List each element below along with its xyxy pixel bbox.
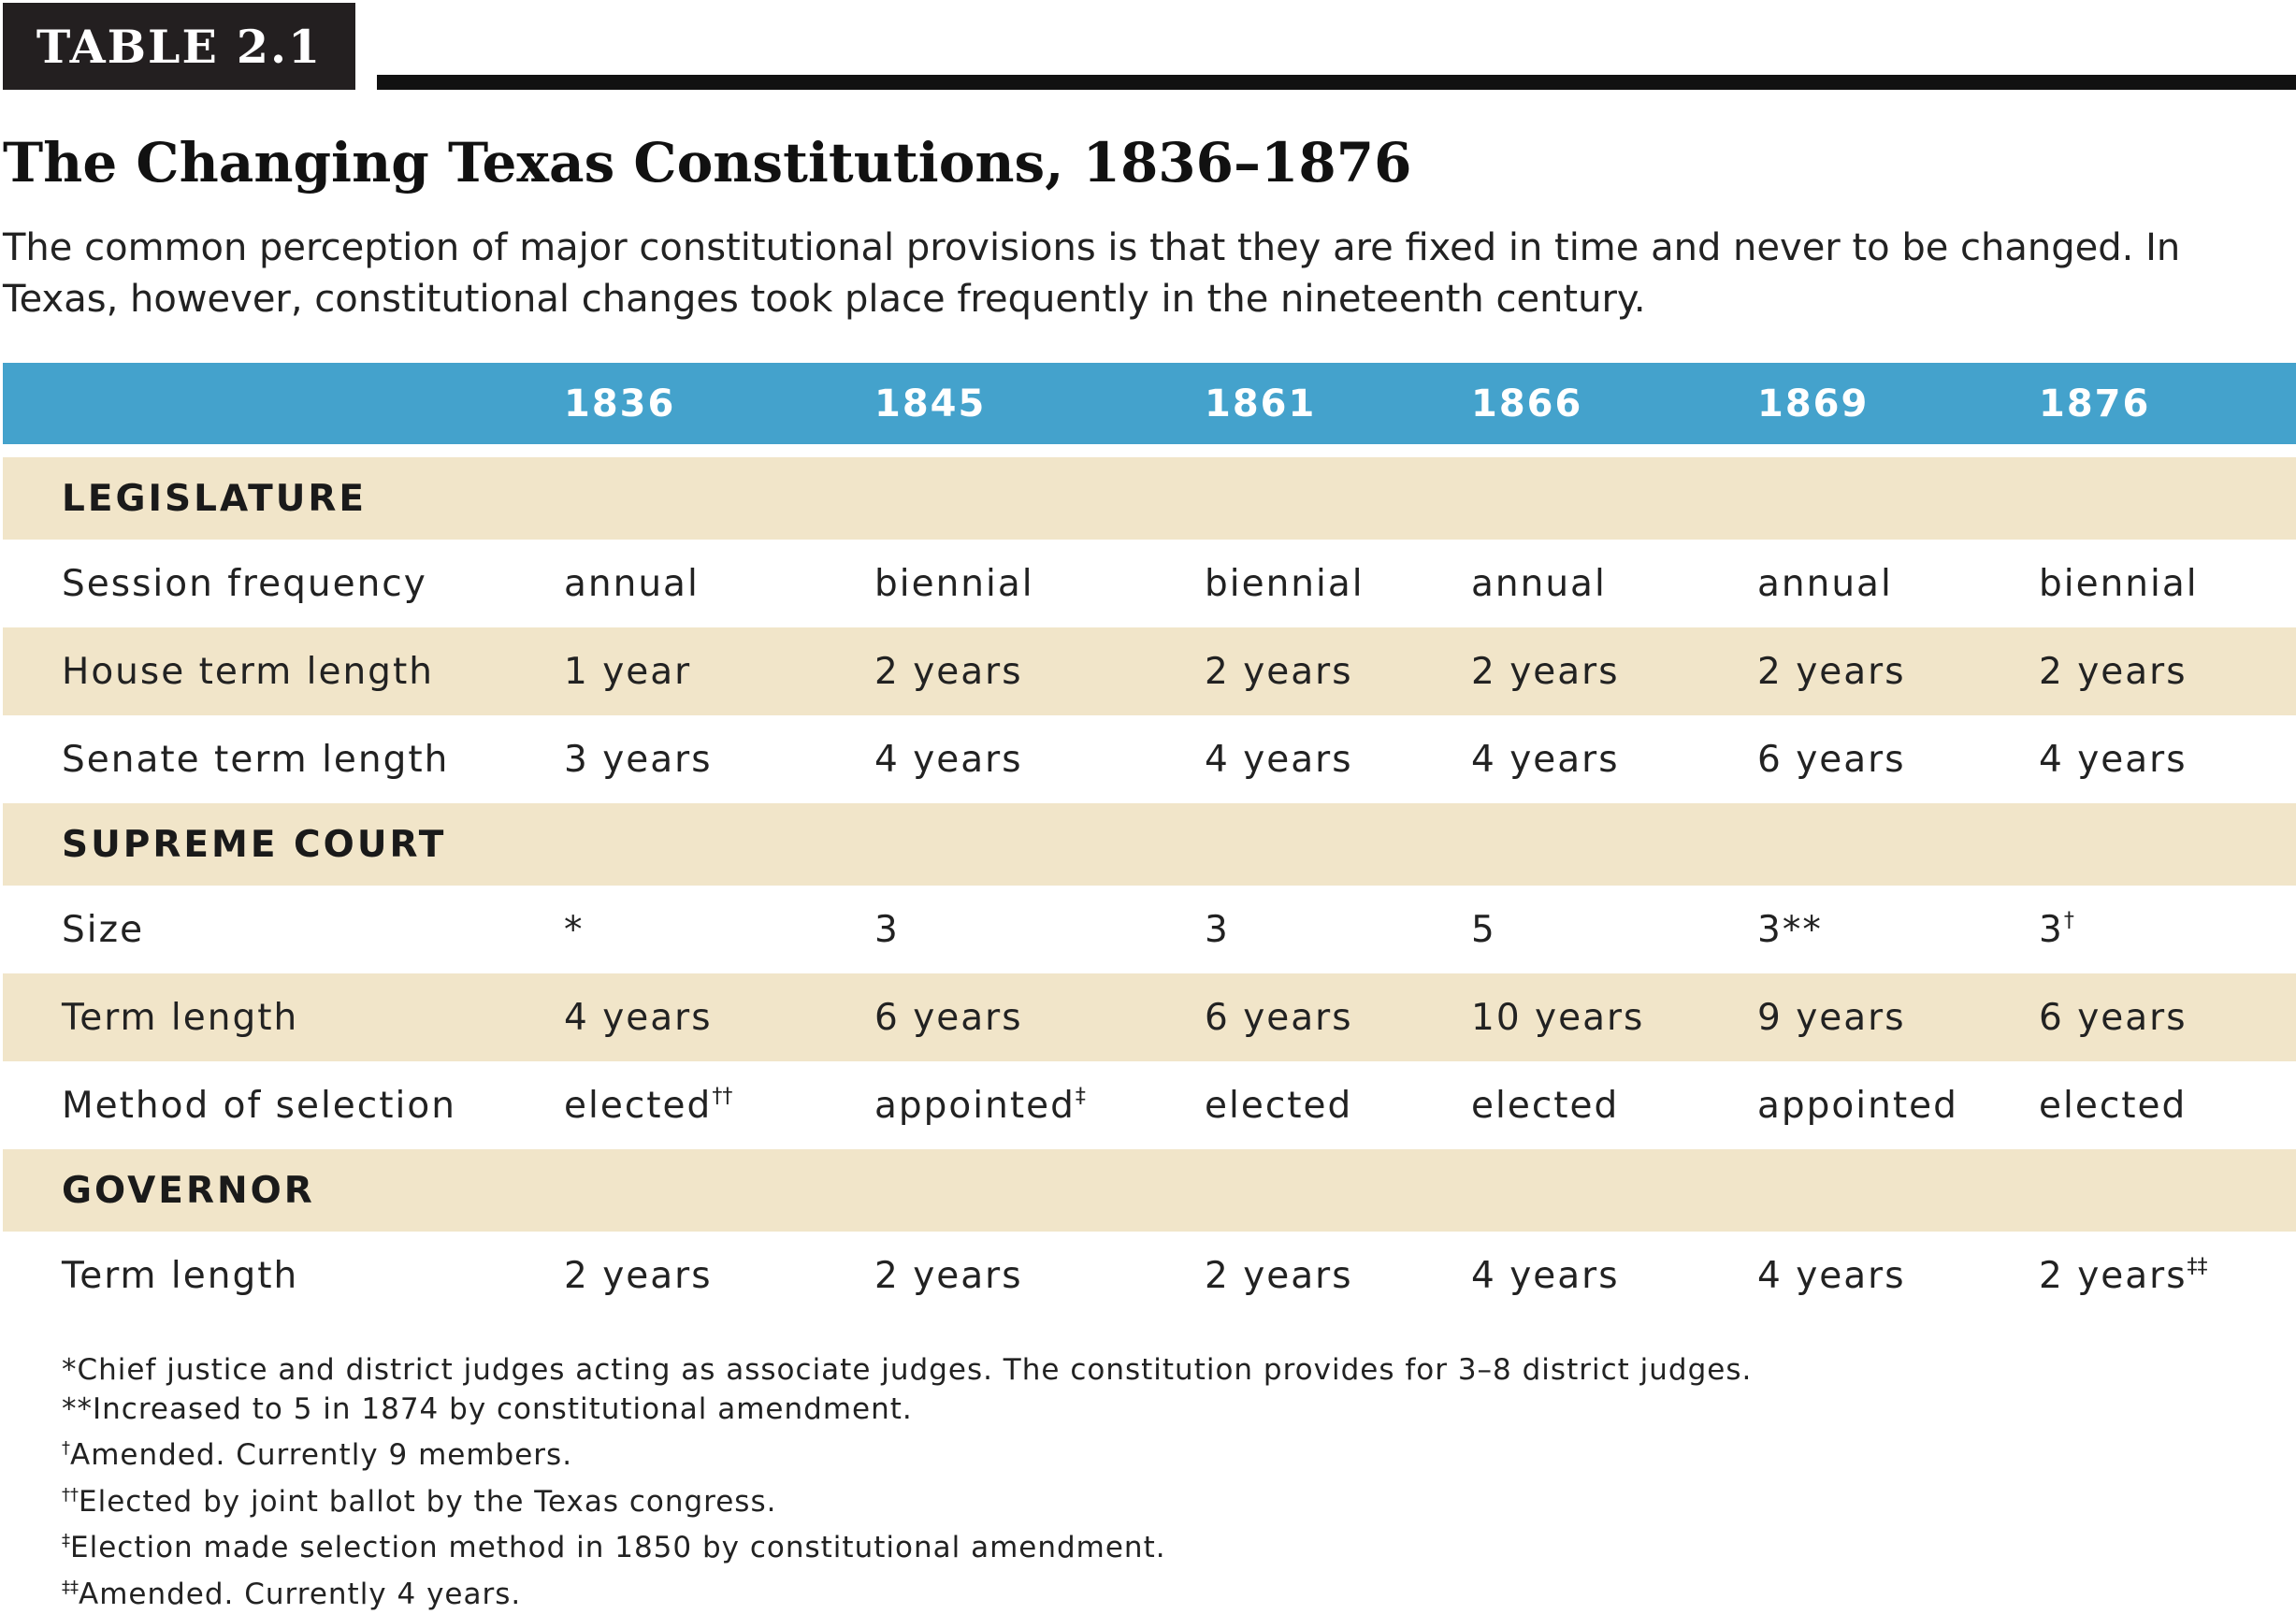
- cell-value: 4 years: [1205, 739, 1353, 781]
- row-label: House term length: [3, 627, 564, 715]
- cell-value: 4 years: [2039, 739, 2188, 781]
- table-cell: [874, 973, 1205, 1061]
- table-row: [3, 1061, 2296, 1149]
- table-cell: [2039, 973, 2296, 1061]
- section-heading: SUPREME COURT: [3, 803, 2296, 886]
- row-label: Session frequency: [3, 540, 564, 627]
- cell-value: appointed: [1757, 1085, 1958, 1127]
- header-cell-blank: [3, 363, 564, 444]
- header-year: 1861: [1205, 363, 1471, 444]
- footnote-marker: ††: [712, 1085, 732, 1108]
- table-row: [3, 540, 2296, 627]
- header-rule: [377, 75, 2296, 90]
- cell-value: 9 years: [1757, 997, 1906, 1039]
- table-cell: [1471, 715, 1757, 803]
- table-cell: [1757, 1061, 2039, 1149]
- cell-value: 2 years: [1757, 651, 1906, 693]
- cell-value: 3**: [1757, 909, 1823, 951]
- cell-value: biennial: [1205, 563, 1365, 605]
- cell-value: 3: [2039, 909, 2064, 951]
- cell-value: 4 years: [1471, 1255, 1620, 1297]
- cell-value: 3: [1205, 909, 1230, 951]
- table-cell: [874, 540, 1205, 627]
- table-cell: [1471, 1232, 1757, 1319]
- cell-value: *: [564, 909, 585, 951]
- cell-value: 4 years: [1471, 739, 1620, 781]
- year-header-row: [3, 363, 2296, 444]
- footnote-marker: ‡: [1076, 1085, 1086, 1108]
- table-cell: [1205, 1061, 1471, 1149]
- table-cell: [1757, 973, 2039, 1061]
- cell-value: 2 years: [1471, 651, 1620, 693]
- table-row: [3, 1232, 2296, 1319]
- cell-value: 5: [1471, 909, 1496, 951]
- header-spacer: [3, 444, 2296, 457]
- section-header-row: [3, 803, 2296, 886]
- table-cell: [874, 886, 1205, 973]
- table-cell: [1757, 715, 2039, 803]
- table-cell: [1471, 886, 1757, 973]
- table-cell: [1205, 540, 1471, 627]
- footnote-marker: ‡‡: [2188, 1255, 2208, 1278]
- footnotes: [62, 1351, 1752, 1614]
- intro-text: The common perception of major constitutional provisions is that they are fixed in time and never to be changed. In Texas, however, constitutional changes took place frequently in the nineteenth century.: [3, 223, 2285, 325]
- table-cell: [1757, 886, 2039, 973]
- table-cell: [874, 627, 1205, 715]
- table-cell: [564, 1232, 874, 1319]
- table-row: [3, 715, 2296, 803]
- cell-value: 6 years: [1205, 997, 1353, 1039]
- cell-value: annual: [1471, 563, 1607, 605]
- footnote-marker: ‡: [62, 1531, 70, 1550]
- footnote: [62, 1391, 1752, 1430]
- footnote-text: Amended. Currently 4 years.: [79, 1578, 521, 1611]
- footnote-marker: ‡‡: [62, 1578, 79, 1597]
- cell-value: 4 years: [874, 739, 1023, 781]
- row-label: Size: [3, 886, 564, 973]
- cell-value: elected: [2039, 1085, 2187, 1127]
- footnote-marker: ††: [62, 1485, 79, 1505]
- footnote: [62, 1429, 1752, 1476]
- cell-value: elected: [564, 1085, 712, 1127]
- table-cell: [1205, 627, 1471, 715]
- footnote: [62, 1476, 1752, 1522]
- cell-value: 2 years: [2039, 651, 2188, 693]
- table-cell: [564, 715, 874, 803]
- cell-value: 10 years: [1471, 997, 1644, 1039]
- cell-value: biennial: [874, 563, 1034, 605]
- row-label: Senate term length: [3, 715, 564, 803]
- table-cell: [2039, 1061, 2296, 1149]
- table-cell: [564, 886, 874, 973]
- cell-value: 2 years: [874, 1255, 1023, 1297]
- table-cell: [2039, 715, 2296, 803]
- table-cell: [1205, 715, 1471, 803]
- cell-value: 3: [874, 909, 900, 951]
- header-year: 1876: [2039, 363, 2296, 444]
- header-year: 1869: [1757, 363, 2039, 444]
- section-heading: LEGISLATURE: [3, 457, 2296, 540]
- cell-value: 2 years: [1205, 1255, 1353, 1297]
- table-cell: [564, 1061, 874, 1149]
- table-row: [3, 886, 2296, 973]
- cell-value: 6 years: [874, 997, 1023, 1039]
- cell-value: 1 year: [564, 651, 691, 693]
- footnote-marker: †: [2064, 909, 2074, 932]
- footnote: [62, 1568, 1752, 1614]
- constitutions-table: [3, 363, 2296, 1319]
- table-cell: [1471, 540, 1757, 627]
- header-year: 1866: [1471, 363, 1757, 444]
- footnote-text: Elected by joint ballot by the Texas congress.: [79, 1485, 776, 1519]
- table-cell: [564, 540, 874, 627]
- cell-value: 2 years: [564, 1255, 713, 1297]
- table-cell: [564, 973, 874, 1061]
- section-heading: GOVERNOR: [3, 1149, 2296, 1232]
- footnote: [62, 1521, 1752, 1568]
- cell-value: 2 years: [874, 651, 1023, 693]
- page-title: The Changing Texas Constitutions, 1836–1876: [3, 131, 1411, 195]
- table-cell: [1757, 627, 2039, 715]
- table-cell: [1205, 1232, 1471, 1319]
- table-cell: [874, 1232, 1205, 1319]
- footnote-marker: †: [62, 1438, 70, 1458]
- table-cell: [2039, 886, 2296, 973]
- cell-value: 6 years: [1757, 739, 1906, 781]
- cell-value: 2 years: [2039, 1255, 2188, 1297]
- header-year: 1836: [564, 363, 874, 444]
- header-year: 1845: [874, 363, 1205, 444]
- cell-value: annual: [564, 563, 700, 605]
- cell-value: biennial: [2039, 563, 2199, 605]
- table-cell: [2039, 1232, 2296, 1319]
- cell-value: appointed: [874, 1085, 1076, 1127]
- table-cell: [1471, 1061, 1757, 1149]
- table-row: [3, 973, 2296, 1061]
- cell-value: 6 years: [2039, 997, 2188, 1039]
- footnote-text: Election made selection method in 1850 by constitutional amendment.: [70, 1531, 1166, 1564]
- table-label: TABLE 2.1: [3, 3, 355, 90]
- table-cell: [1757, 540, 2039, 627]
- table-cell: [1757, 1232, 2039, 1319]
- table-cell: [1205, 973, 1471, 1061]
- cell-value: 4 years: [564, 997, 713, 1039]
- section-header-row: [3, 1149, 2296, 1232]
- cell-value: 2 years: [1205, 651, 1353, 693]
- footnote-text: **Increased to 5 in 1874 by constitutional amendment.: [62, 1392, 913, 1426]
- cell-value: elected: [1205, 1085, 1352, 1127]
- row-label: Term length: [3, 973, 564, 1061]
- section-header-row: [3, 457, 2296, 540]
- cell-value: annual: [1757, 563, 1893, 605]
- cell-value: 4 years: [1757, 1255, 1906, 1297]
- table-cell: [1205, 886, 1471, 973]
- table-body: [3, 444, 2296, 1319]
- row-label: Method of selection: [3, 1061, 564, 1149]
- footnote-text: *Chief justice and district judges acting as associate judges. The constitution provides for 3–8 district judges.: [62, 1353, 1752, 1387]
- table-cell: [2039, 627, 2296, 715]
- table-cell: [1471, 973, 1757, 1061]
- table-cell: [2039, 540, 2296, 627]
- table-cell: [1471, 627, 1757, 715]
- row-label: Term length: [3, 1232, 564, 1319]
- table-row: [3, 627, 2296, 715]
- footnote-text: Amended. Currently 9 members.: [70, 1438, 572, 1472]
- table-cell: [874, 715, 1205, 803]
- table-cell: [874, 1061, 1205, 1149]
- cell-value: elected: [1471, 1085, 1619, 1127]
- table-cell: [564, 627, 874, 715]
- cell-value: 3 years: [564, 739, 713, 781]
- footnote: [62, 1351, 1752, 1391]
